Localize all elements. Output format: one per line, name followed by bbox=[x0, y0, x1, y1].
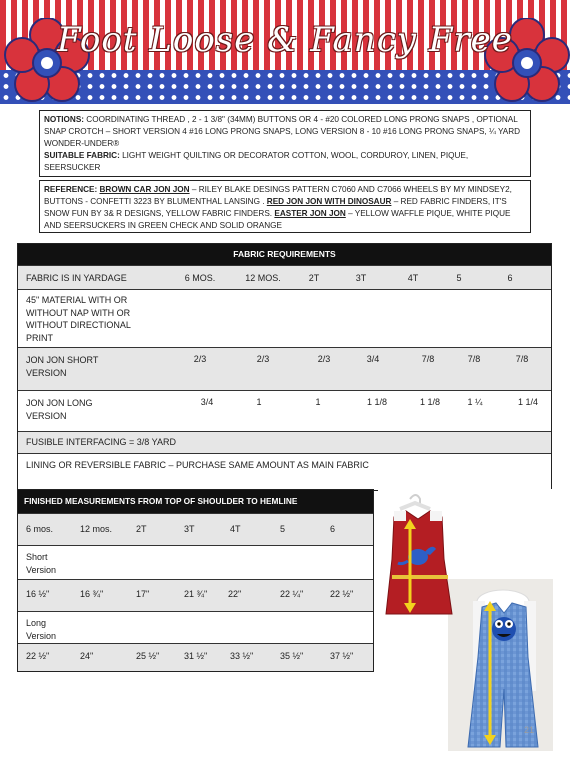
measurement-value-cell: 22 ½" bbox=[26, 651, 50, 661]
fabric-size-cell: 5 bbox=[456, 273, 462, 283]
fabric-size-cell: 2T bbox=[308, 273, 320, 283]
measurements-table-title: FINISHED MEASUREMENTS FROM TOP OF SHOULDER TO HEMLINE bbox=[18, 490, 373, 513]
fabric-size-cell: 4T bbox=[407, 273, 419, 283]
fabric-value-cell: 7/8 bbox=[421, 354, 435, 364]
red-jon-jon-text: – RED FABRIC FINDERS, IT'S SNOW FUN BY 3& R DESIGNS, YELLOW FABRIC FINDERS. bbox=[44, 197, 507, 218]
header-banner bbox=[0, 0, 570, 104]
notions-box bbox=[39, 110, 531, 177]
measurement-value-cell: 17" bbox=[136, 589, 150, 599]
measurement-size-cell: 3T bbox=[184, 524, 195, 534]
fabric-value-cell: 1 1/8 bbox=[419, 397, 441, 407]
page-number: 21 bbox=[524, 725, 535, 735]
lining-note: LINING OR REVERSIBLE FABRIC – PURCHASE SAME AMOUNT AS MAIN FABRIC bbox=[26, 460, 369, 470]
fabric-value-cell: 3/4 bbox=[200, 397, 214, 407]
measurement-value-cell: 35 ½" bbox=[280, 651, 304, 661]
fabric-value-cell: 1 bbox=[256, 397, 262, 407]
measurement-size-cell: 6 mos. bbox=[26, 524, 54, 534]
material-note: 45" MATERIAL WITH OR WITHOUT NAP WITH OR WITHOUT DIRECTIONAL PRINT bbox=[26, 295, 131, 343]
fabric-header-label: FABRIC IS IN YARDAGE bbox=[26, 273, 127, 283]
measurement-value-cell: 22 ¼" bbox=[280, 589, 304, 599]
measurement-value-cell: 21 ¾" bbox=[184, 589, 208, 599]
fabric-material-row bbox=[18, 289, 551, 347]
measurement-value-cell: 24" bbox=[80, 651, 94, 661]
measurements-short-label-row bbox=[18, 545, 373, 579]
long-version-label: JON JON LONG VERSION bbox=[26, 398, 93, 421]
reference-box bbox=[39, 180, 531, 233]
measurements-long-row bbox=[18, 643, 373, 671]
fabric-size-cell: 6 bbox=[507, 273, 513, 283]
jon-jon-photo bbox=[378, 489, 553, 751]
easter-jon-jon-text: – YELLOW WAFFLE PIQUE, WHITE PIQUE AND SEERSUCKERS IN GREEN CHECK AND SOLID ORANGE bbox=[44, 209, 511, 230]
fabric-header-row bbox=[18, 265, 551, 289]
fabric-size-cell: 6 MOS. bbox=[184, 273, 216, 283]
measurement-size-cell: 2T bbox=[136, 524, 147, 534]
fabric-value-cell: 7/8 bbox=[467, 354, 481, 364]
fabric-requirements-table bbox=[17, 243, 552, 491]
brown-car-jon-jon-link[interactable]: BROWN CAR JON JON bbox=[99, 185, 190, 194]
measurement-value-cell: 22 ½" bbox=[330, 589, 354, 599]
fabric-lining-row bbox=[18, 453, 551, 490]
measurement-size-cell: 5 bbox=[280, 524, 286, 534]
fabric-value-cell: 2/3 bbox=[317, 354, 331, 364]
measurement-value-cell: 31 ½" bbox=[184, 651, 208, 661]
measurements-short-row bbox=[18, 579, 373, 611]
measurement-value-cell: 25 ½" bbox=[136, 651, 160, 661]
suitable-fabric-label: SUITABLE FABRIC: bbox=[44, 151, 120, 160]
fabric-short-row bbox=[18, 347, 551, 390]
fabric-table-title: FABRIC REQUIREMENTS bbox=[18, 244, 551, 265]
measurement-value-cell: 22" bbox=[228, 589, 242, 599]
fabric-value-cell: 3/4 bbox=[366, 354, 380, 364]
fabric-size-cell: 12 MOS. bbox=[245, 273, 281, 283]
banner-title: Foot Loose & Fancy Free bbox=[57, 20, 513, 60]
measurement-size-cell: 4T bbox=[230, 524, 241, 534]
short-version-label: Short Version bbox=[26, 552, 57, 575]
short-version-label: JON JON SHORT VERSION bbox=[26, 355, 99, 378]
fabric-value-cell: 1 bbox=[315, 397, 321, 407]
notions-label: NOTIONS: bbox=[44, 115, 85, 124]
fabric-value-cell: 1 1/8 bbox=[366, 397, 388, 407]
fabric-interfacing-row bbox=[18, 431, 551, 453]
finished-measurements-table bbox=[17, 489, 374, 672]
measurements-size-row bbox=[18, 513, 373, 545]
red-jon-jon-link[interactable]: RED JON JON WITH DINOSAUR bbox=[266, 197, 392, 206]
fabric-size-cell: 3T bbox=[355, 273, 367, 283]
fabric-value-cell: 2/3 bbox=[193, 354, 207, 364]
measurement-value-cell: 16 ¾" bbox=[80, 589, 104, 599]
interfacing-note: FUSIBLE INTERFACING = 3/8 YARD bbox=[26, 437, 176, 447]
easter-jon-jon-link[interactable]: EASTER JON JON bbox=[274, 209, 346, 218]
measurement-size-cell: 12 mos. bbox=[80, 524, 113, 534]
measurements-long-label-row bbox=[18, 611, 373, 643]
brown-car-text: – RILEY BLAKE DESINGS PATTERN C7060 AND C7066 WHEELS BY MY MINDSEY2, BUTTONS - CONFETTI 3223 BY BLUMENTHAL LANSING . bbox=[44, 185, 512, 206]
suitable-fabric-text: LIGHT WEIGHT QUILTING OR DECORATOR COTTON, WOOL, CORDUROY, LINEN, PIQUE, SEERSUCKER bbox=[44, 151, 469, 172]
fabric-value-cell: 2/3 bbox=[256, 354, 270, 364]
fabric-long-row bbox=[18, 390, 551, 431]
fabric-value-cell: 1 1/4 bbox=[517, 397, 539, 407]
notions-text: COORDINATING THREAD , 2 - 1 3/8" (34MM) BUTTONS OR 4 - #20 COLORED LONG PRONG SNAPS , OPTIONAL SNAP CROTCH – SHORT VERSION 4 #16 LONG PRONG SNAPS, LONG VERSION 8 - 10 #16 LONG PRONG SNAPS, ¼ YARD WONDER-UNDER® bbox=[44, 115, 521, 148]
jon-jon-illustration bbox=[378, 489, 553, 751]
long-version-label: Long Version bbox=[26, 618, 57, 641]
measurement-value-cell: 16 ½" bbox=[26, 589, 50, 599]
reference-label: REFERENCE: bbox=[44, 185, 98, 194]
measurement-value-cell: 37 ½" bbox=[330, 651, 354, 661]
fabric-value-cell: 7/8 bbox=[515, 354, 529, 364]
measurement-size-cell: 6 bbox=[330, 524, 336, 534]
measurement-value-cell: 33 ½" bbox=[230, 651, 254, 661]
fabric-value-cell: 1 ¼ bbox=[467, 397, 483, 407]
